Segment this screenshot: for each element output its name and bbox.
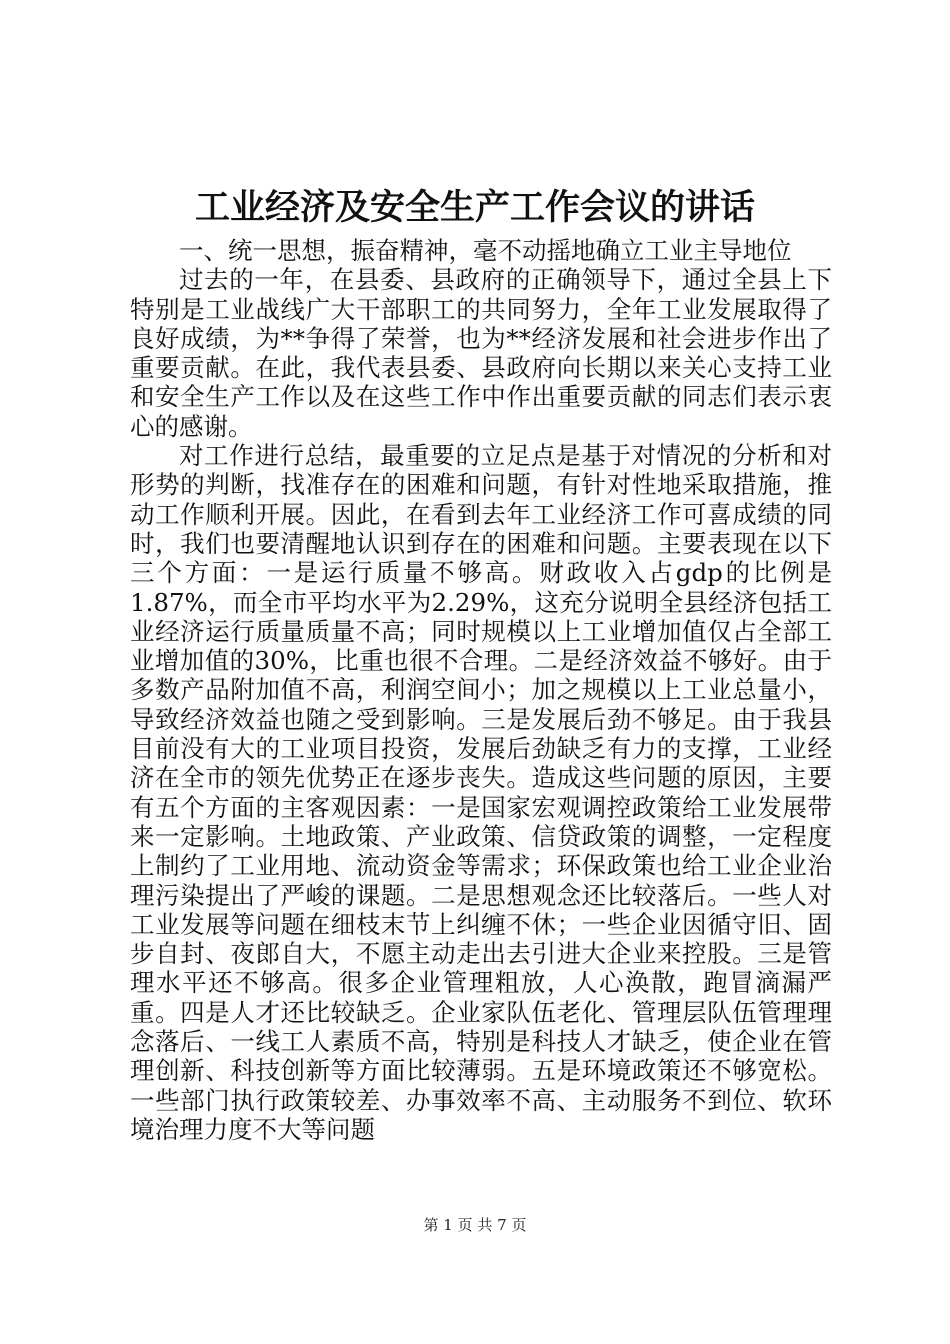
section-heading: 一、统一思想，振奋精神，毫不动摇地确立工业主导地位 [179,236,792,265]
document-body [130,236,832,1144]
document-title: 工业经济及安全生产工作会议的讲话 [194,187,755,228]
paragraph-2: 对工作进行总结，最重要的立足点是基于对情况的分析和对形势的判断，找准存在的困难和问题，有针对性地采取措施，推动工作顺利开展。因此，在看到去年工业经济工作可喜成绩的同时，我们也要清醒地认识到存在的困难和问题。主要表现在以下三个方面：一是运行质量不够高。财政收入占gdp的比例是1.87%，而全市平均水平为2.29%，这充分说明全县经济包括工业经济运行质量质量不高；同时规模以上工业增加值仅占全部工业增加值的30%，比重也很不合理。二是经济效益不够好。由于多数产品附加值不高，利润空间小；加之规模以上工业总量小，导致经济效益也随之受到影响。三是发展后劲不够足。由于我县目前没有大的工业项目投资，发展后劲缺乏有力的支撑，工业经济在全市的领先优势正在逐步丧失。造成这些问题的原因，主要有五个方面的主客观因素：一是国家宏观调控政策给工业发展带来一定影响。土地政策、产业政策、信贷政策的调整，一定程度上制约了工业用地、流动资金等需求；环保政策也给工业企业治理污染提出了严峻的课题。二是思想观念还比较落后。一些人对工业发展等问题在细枝末节上纠缠不休；一些企业因循守旧、固步自封、夜郎自大，不愿主动走出去引进大企业来控股。三是管理水平还不够高。很多企业管理粗放，人心涣散，跑冒滴漏严重。四是人才还比较缺乏。企业家队伍老化、管理层队伍管理理念落后、一线工人素质不高，特别是科技人才缺乏，使企业在管理创新、科技创新等方面比较薄弱。五是环境政策还不够宽松。一些部门执行政策较差、办事效率不高、主动服务不到位、软环境治理力度不大等问题 [130,441,832,1144]
page-footer: 第 1 页 共 7 页 [423,1216,527,1234]
paragraph-1: 过去的一年，在县委、县政府的正确领导下，通过全县上下特别是工业战线广大干部职工的共同努力，全年工业发展取得了良好成绩，为**争得了荣誉，也为**经济发展和社会进步作出了重要贡献。在此，我代表县委、县政府向长期以来关心支持工业和安全生产工作以及在这些工作中作出重要贡献的同志们表示衷心的感谢。 [130,265,832,441]
